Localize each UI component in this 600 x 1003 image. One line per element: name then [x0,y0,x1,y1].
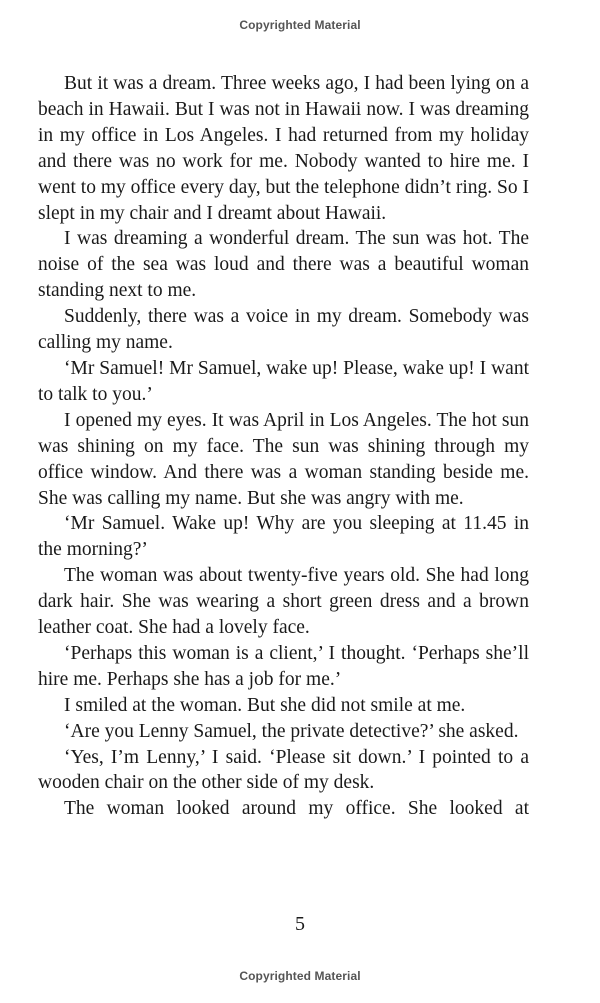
paragraph: I opened my eyes. It was April in Los Angeles. The hot sun was shining on my face. The sun was shining through my office window. And there was a woman standing beside me. She was calling my name. But she was angry with me. [38,409,529,509]
paragraph-last: The woman looked around my office. She looked at [64,798,529,820]
paragraph: I was dreaming a wonderful dream. The sun was hot. The noise of the sea was loud and there was a beautiful woman standing next to me. [38,228,529,302]
paragraph: But it was a dream. Three weeks ago, I had been lying on a beach in Hawaii. But I was not in Hawaii now. I was dreaming in my office in Los Angeles. I had returned from my holiday and there was no work for me. Nobody wanted to hire me. I went to my office every day, but the telephone didn’t ring. So I slept in my chair and I dreamt about Hawaii. [38,73,529,224]
body-text [38,71,529,822]
paragraph: I smiled at the woman. But she did not smile at me. [64,694,466,716]
page-number: 5 [295,913,305,935]
paragraph: ‘Mr Samuel. Wake up! Why are you sleeping at 11.45 in the morning?’ [38,513,529,561]
paragraph: ‘Are you Lenny Samuel, the private detective?’ she asked. [64,720,519,742]
copyright-watermark-bottom: Copyrighted Material [239,969,361,983]
paragraph: ‘Yes, I’m Lenny,’ I said. ‘Please sit down.’ I pointed to a wooden chair on the other side of my desk. [38,746,529,794]
paragraph: Suddenly, there was a voice in my dream. Somebody was calling my name. [38,306,529,354]
copyright-watermark-top: Copyrighted Material [239,18,361,32]
paragraph: The woman was about twenty-five years old. She had long dark hair. She was wearing a short green dress and a brown leather coat. She had a lovely face. [38,565,529,639]
paragraph: ‘Mr Samuel! Mr Samuel, wake up! Please, wake up! I want to talk to you.’ [38,357,529,405]
paragraph: ‘Perhaps this woman is a client,’ I thought. ‘Perhaps she’ll hire me. Perhaps she has a job for me.’ [38,642,529,690]
